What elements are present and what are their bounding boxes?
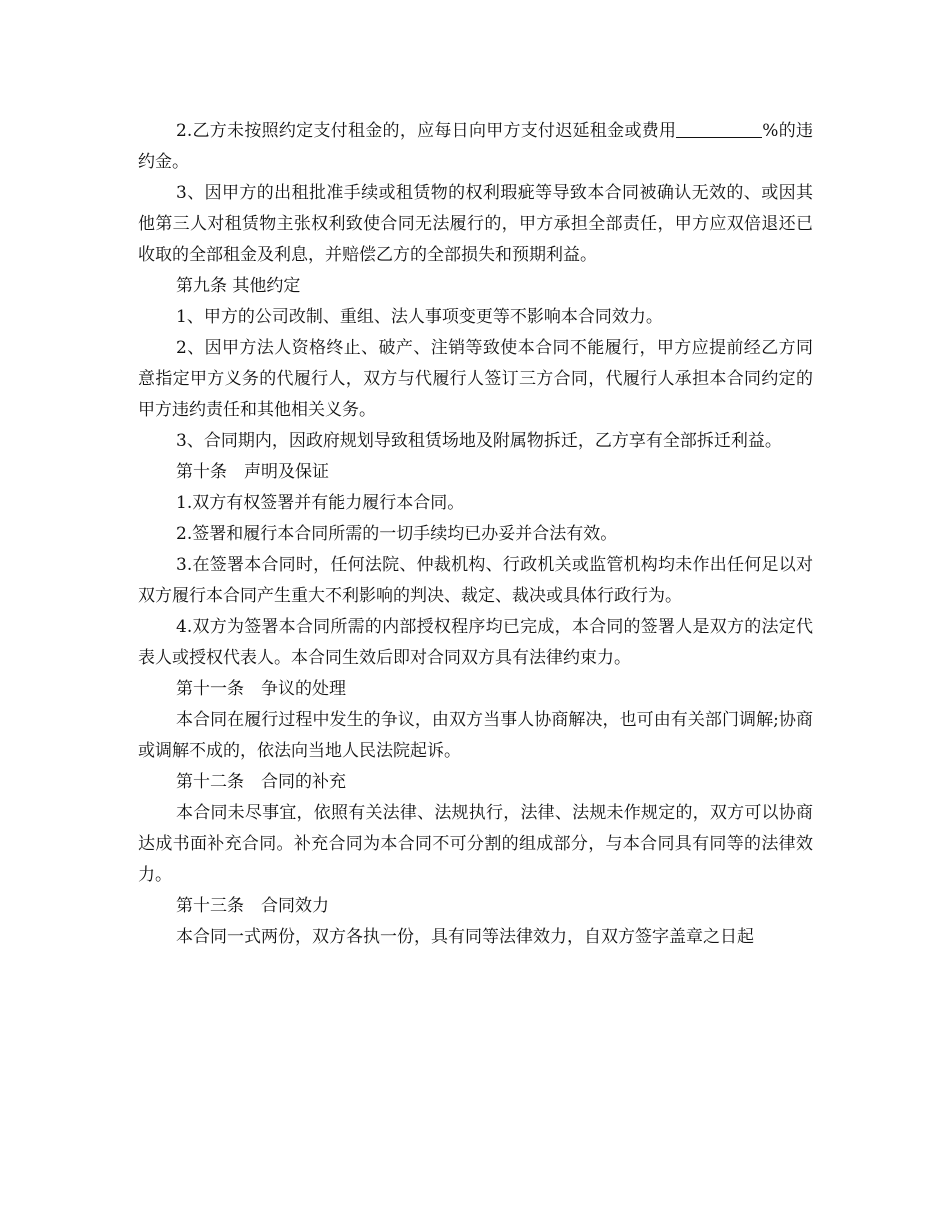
document-body	[138, 116, 813, 953]
article-heading-10: 第十条 声明及保证	[176, 462, 329, 482]
paragraph-penalty-rent	[138, 116, 813, 178]
paragraph-dispute: 本合同在履行过程中发生的争议，由双方当事人协商解决，也可由有关部门调解;协商或调解不成的，依法向当地人民法院起诉。	[138, 710, 813, 761]
paragraph-substitute-performer: 2、因甲方法人资格终止、破产、注销等致使本合同不能履行，甲方应提前经乙方同意指定甲方义务的代履行人，双方与代履行人签订三方合同，代履行人承担本合同约定的甲方违约责任和其他相关义务。	[138, 338, 813, 420]
paragraph-no-adverse-ruling: 3.在签署本合同时，任何法院、仲裁机构、行政机关或监管机构均未作出任何足以对双方履行本合同产生重大不利影响的判决、裁定、裁决或具体行政行为。	[138, 555, 813, 606]
paragraph-effectiveness: 本合同一式两份，双方各执一份，具有同等法律效力，自双方签字盖章之日起	[176, 927, 754, 947]
paragraph-internal-authorization: 4.双方为签署本合同所需的内部授权程序均已完成，本合同的签署人是双方的法定代表人或授权代表人。本合同生效后即对合同双方具有法律约束力。	[138, 617, 813, 668]
article-heading-11: 第十一条 争议的处理	[176, 679, 346, 699]
paragraph-lessor-defect: 3、因甲方的出租批准手续或租赁物的权利瑕疵等导致本合同被确认无效的、或因其他第三人对租赁物主张权利致使合同无法履行的，甲方承担全部责任，甲方应双倍退还已收取的全部租金及利息，并赔偿乙方的全部损失和预期利益。	[138, 183, 813, 265]
blank-fill-line	[676, 120, 762, 138]
article-heading-12: 第十二条 合同的补充	[176, 772, 346, 792]
paragraph-authority: 1.双方有权签署并有能力履行本合同。	[176, 493, 465, 513]
article-heading-9: 第九条 其他约定	[176, 276, 301, 296]
paragraph-procedures: 2.签署和履行本合同所需的一切手续均已办妥并合法有效。	[176, 524, 618, 544]
paragraph-restructure: 1、甲方的公司改制、重组、法人事项变更等不影响本合同效力。	[176, 307, 663, 327]
paragraph-text: %的违约金。	[138, 121, 814, 172]
paragraph-text: 2.乙方未按照约定支付租金的，应每日向甲方支付迟延租金或费用	[176, 121, 677, 141]
paragraph-demolition: 3、合同期内，因政府规划导致租赁场地及附属物拆迁，乙方享有全部拆迁利益。	[176, 431, 782, 451]
paragraph-supplement: 本合同未尽事宜，依照有关法律、法规执行，法律、法规未作规定的，双方可以协商达成书面补充合同。补充合同为本合同不可分割的组成部分，与本合同具有同等的法律效力。	[138, 803, 813, 885]
article-heading-13: 第十三条 合同效力	[176, 896, 329, 916]
